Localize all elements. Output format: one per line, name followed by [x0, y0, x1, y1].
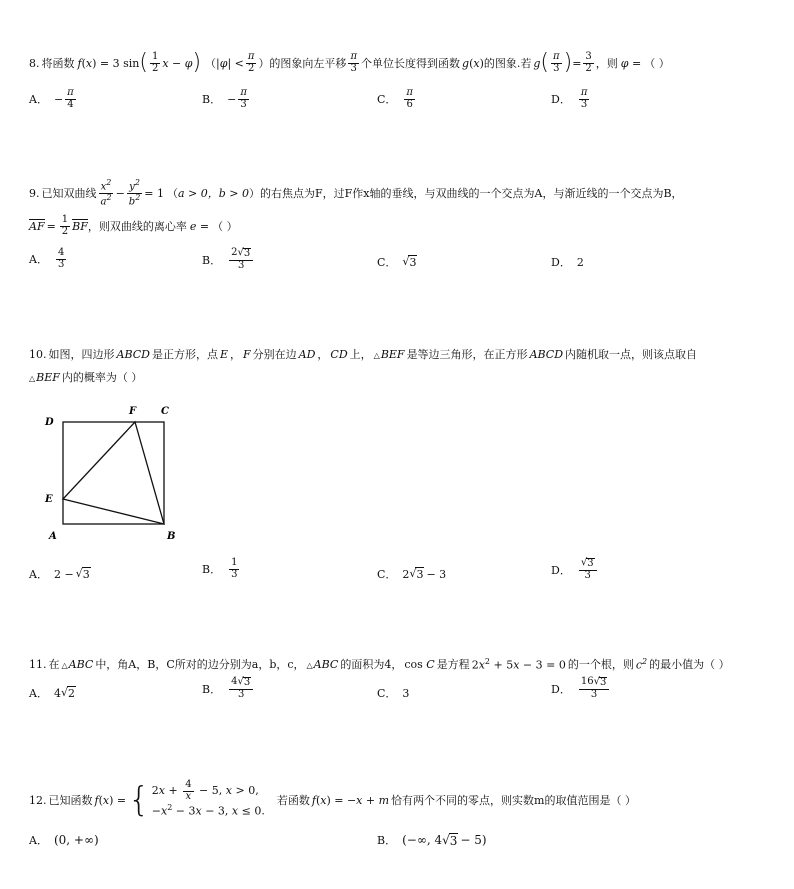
- option-label: C．: [377, 256, 397, 269]
- math-abc: △ABC: [61, 657, 94, 671]
- option-label: B．: [202, 682, 222, 696]
- paren-left: (: [540, 50, 550, 75]
- option-suffix: − 5): [460, 833, 487, 847]
- fraction-pi-2: $\frac{\pi}{2}$: [247, 51, 255, 74]
- math-abc: △ABC: [306, 657, 339, 671]
- stem-text: 的面积为4，: [340, 658, 403, 671]
- math-bef: △BEF: [373, 347, 405, 361]
- square-triangle-figure: [29, 400, 209, 550]
- option-sqrt: √ 3: [402, 255, 417, 269]
- stem-text: ，: [317, 348, 329, 361]
- stem-text: 上，: [349, 348, 372, 361]
- option-sqrt: √ 2: [60, 686, 75, 700]
- option-b[interactable]: [377, 832, 487, 848]
- option-label: B．: [202, 93, 222, 106]
- option-label: A．: [29, 93, 48, 106]
- stem-text: ）的图象向左平移: [258, 57, 347, 70]
- option-fraction: $\frac{1}{3}$: [231, 557, 238, 580]
- option-d[interactable]: [551, 677, 611, 700]
- stem-text: 的一个根，则: [567, 658, 634, 671]
- option-d[interactable]: [551, 558, 599, 581]
- question-10-stem-line2: [29, 368, 142, 386]
- math-e: E: [219, 347, 228, 361]
- option-value: (0, +∞): [53, 833, 99, 847]
- question-8-stem: [29, 48, 670, 78]
- option-b[interactable]: [202, 248, 255, 271]
- option-label: A．: [29, 568, 48, 581]
- option-a[interactable]: [29, 832, 99, 848]
- option-prefix: 2: [402, 567, 410, 581]
- option-c[interactable]: [377, 254, 417, 270]
- stem-text: 是正方形，点: [151, 348, 218, 361]
- fraction-3-2: $\frac{3}{2}$: [585, 51, 592, 74]
- option-b[interactable]: [202, 677, 255, 700]
- option-label: C．: [377, 687, 397, 700]
- math-abcd: ABCD: [529, 347, 564, 361]
- option-c[interactable]: [377, 685, 409, 701]
- vector-bf: BF: [72, 220, 88, 233]
- option-c[interactable]: [377, 88, 417, 110]
- paren-right: ): [192, 50, 202, 75]
- question-9-stem-line1: [29, 178, 683, 208]
- stem-text: 是等边三角形，在正方形: [406, 348, 528, 361]
- option-fraction: $\frac{\pi}{3}$: [580, 87, 588, 110]
- option-sign: −: [53, 92, 64, 106]
- label-e: E: [45, 494, 53, 505]
- question-number: 10.: [29, 347, 47, 361]
- option-label: D．: [551, 256, 571, 269]
- paren-left: (: [139, 50, 148, 75]
- math-e-eq: e =: [189, 219, 210, 233]
- option-fraction: $\frac{4}{3}$: [57, 247, 65, 270]
- question-number: 8.: [29, 56, 40, 70]
- question-number: 9.: [29, 186, 40, 200]
- stem-text: 中，角A，B，C所对的边分别为a，b，c，: [95, 658, 305, 671]
- case-1: 2x + $\frac{4}{x}$ − 5, x > 0,: [151, 779, 259, 802]
- option-label: D．: [551, 563, 571, 577]
- option-label: D．: [551, 682, 571, 696]
- option-fraction: 4√ 3 3: [229, 677, 253, 700]
- label-a: A: [49, 531, 57, 542]
- question-number: 11.: [29, 657, 47, 671]
- math-abcd: ABCD: [116, 347, 150, 361]
- option-fraction: 2√ 3 3: [229, 248, 253, 271]
- stem-text: 分别在边: [252, 348, 297, 361]
- math-fx: f(x) = 3 sin: [77, 56, 140, 70]
- stem-text: 在: [48, 658, 60, 671]
- option-fraction: $\frac{\pi}{3}$: [240, 87, 247, 110]
- option-a[interactable]: [29, 248, 68, 270]
- question-12-stem: [29, 772, 636, 828]
- option-label: B．: [377, 834, 397, 847]
- option-b[interactable]: [202, 88, 251, 110]
- stem-text: （: [167, 187, 178, 200]
- option-d[interactable]: [551, 88, 591, 110]
- label-d: D: [45, 417, 54, 428]
- fraction-pi-3: $\frac{\pi}{3}$: [350, 51, 358, 74]
- option-sqrt: √ 3: [409, 567, 424, 581]
- fraction-pi-3: $\frac{\pi}{3}$: [553, 51, 560, 74]
- stem-text: 恰有两个不同的零点，则实数m的取值范围是（ ）: [391, 794, 636, 807]
- piecewise-cases: [152, 780, 265, 819]
- math-equals: =: [46, 219, 56, 233]
- question-number: 12.: [29, 793, 47, 807]
- stem-text: 是方程: [436, 658, 470, 671]
- option-value: 2: [576, 255, 584, 269]
- stem-text: 如图，四边形: [48, 348, 115, 361]
- option-label: C．: [377, 93, 397, 106]
- option-suffix: − 3: [426, 567, 447, 581]
- option-prefix: (−∞, 4: [402, 833, 443, 847]
- stem-text: （ ）: [644, 57, 670, 70]
- question-11-stem: [29, 655, 730, 673]
- math-ad: AD: [298, 347, 316, 361]
- math-cd: CD: [330, 347, 348, 361]
- vector-af: AF: [29, 220, 45, 233]
- option-label: A．: [29, 253, 48, 266]
- math-x-minus-phi: x − φ: [162, 56, 193, 70]
- math-bef: △BEF: [29, 370, 60, 384]
- option-fraction: $\frac{\pi}{4}$: [67, 87, 74, 110]
- stem-text: 将函数: [41, 57, 75, 70]
- math-c2: $c^2$: [635, 656, 648, 672]
- stem-text: 已知双曲线: [41, 187, 97, 200]
- stem-text: ，: [230, 348, 241, 361]
- option-label: A．: [29, 687, 48, 700]
- stem-text: 的图象.若: [483, 57, 532, 70]
- option-b[interactable]: [202, 558, 241, 580]
- math-phi-eq: φ =: [620, 56, 642, 70]
- option-d[interactable]: [551, 254, 584, 270]
- stem-text: ）的右焦点为F，过F作x轴的垂线，与双曲线的一个交点为A，与渐近线的一个交点为B，: [249, 187, 683, 200]
- option-fraction: √ 3 3: [579, 558, 597, 581]
- option-fraction: $\frac{\pi}{6}$: [406, 87, 413, 110]
- question-9-stem-line2: [29, 211, 238, 241]
- stem-text: ，则双曲线的离心率: [87, 220, 187, 233]
- label-f: F: [129, 406, 137, 417]
- math-minus: −: [115, 186, 125, 200]
- option-fraction: 16√ 3 3: [579, 677, 609, 700]
- option-label: C．: [377, 568, 397, 581]
- math-f: F: [243, 347, 251, 361]
- option-sign: −: [227, 92, 237, 106]
- option-label: A．: [29, 834, 48, 847]
- option-a[interactable]: [29, 566, 91, 582]
- stem-text: 若函数: [276, 794, 310, 807]
- piecewise-brace: {: [128, 780, 150, 820]
- option-value: 3: [402, 686, 410, 700]
- paren-right: ): [563, 50, 573, 75]
- math-equals-1: = 1: [144, 186, 164, 200]
- math-phi-abs: |φ| <: [216, 56, 244, 70]
- case-2: $-x^2 - 3x - 3$, x ≤ 0.: [151, 803, 265, 819]
- option-c[interactable]: [377, 566, 446, 582]
- option-prefix: 2 −: [53, 567, 74, 581]
- option-label: D．: [551, 93, 571, 106]
- math-cosc: cos C: [404, 657, 435, 671]
- fraction-y2-b2: $\frac{y^2}{b^2}$: [128, 177, 141, 207]
- math-g: g: [533, 56, 541, 70]
- option-label: B．: [202, 563, 222, 576]
- option-a[interactable]: [29, 685, 76, 701]
- stem-text: 内的概率为（ ）: [61, 371, 143, 384]
- math-equation: $2x^2 + 5x - 3 = 0$: [471, 656, 566, 672]
- option-prefix: 4: [53, 686, 61, 700]
- triangle-bef: [63, 422, 164, 524]
- label-b: B: [167, 531, 176, 542]
- stem-text: ，则: [595, 57, 618, 70]
- option-sqrt: √ 3: [442, 832, 458, 848]
- fraction-x2-a2: $\frac{x^2}{a^2}$: [100, 177, 112, 207]
- math-equals: =: [572, 56, 582, 70]
- option-a[interactable]: [29, 88, 78, 110]
- math-gx: g(x): [462, 56, 484, 70]
- fraction-half: $\frac{1}{2}$: [61, 214, 69, 237]
- stem-text: 的最小值为（ ）: [649, 658, 730, 671]
- math-conditions: a > 0，b > 0: [178, 187, 250, 200]
- option-sqrt: √ 3: [75, 567, 90, 581]
- question-10-stem-line1: [29, 345, 697, 363]
- option-label: B．: [202, 253, 222, 267]
- math-fx-eq-m: f(x) = −x + m: [311, 793, 390, 807]
- stem-text: 个单位长度得到函数: [361, 57, 461, 70]
- stem-text: 内随机取一点，则该点取自: [565, 348, 698, 361]
- stem-text: 已知函数: [48, 794, 93, 807]
- label-c: C: [161, 406, 169, 417]
- stem-text: （ ）: [212, 220, 238, 233]
- fraction-half: $\frac{1}{2}$: [151, 51, 159, 74]
- stem-text: （: [205, 57, 217, 70]
- math-fx-eq: f(x) =: [94, 793, 127, 807]
